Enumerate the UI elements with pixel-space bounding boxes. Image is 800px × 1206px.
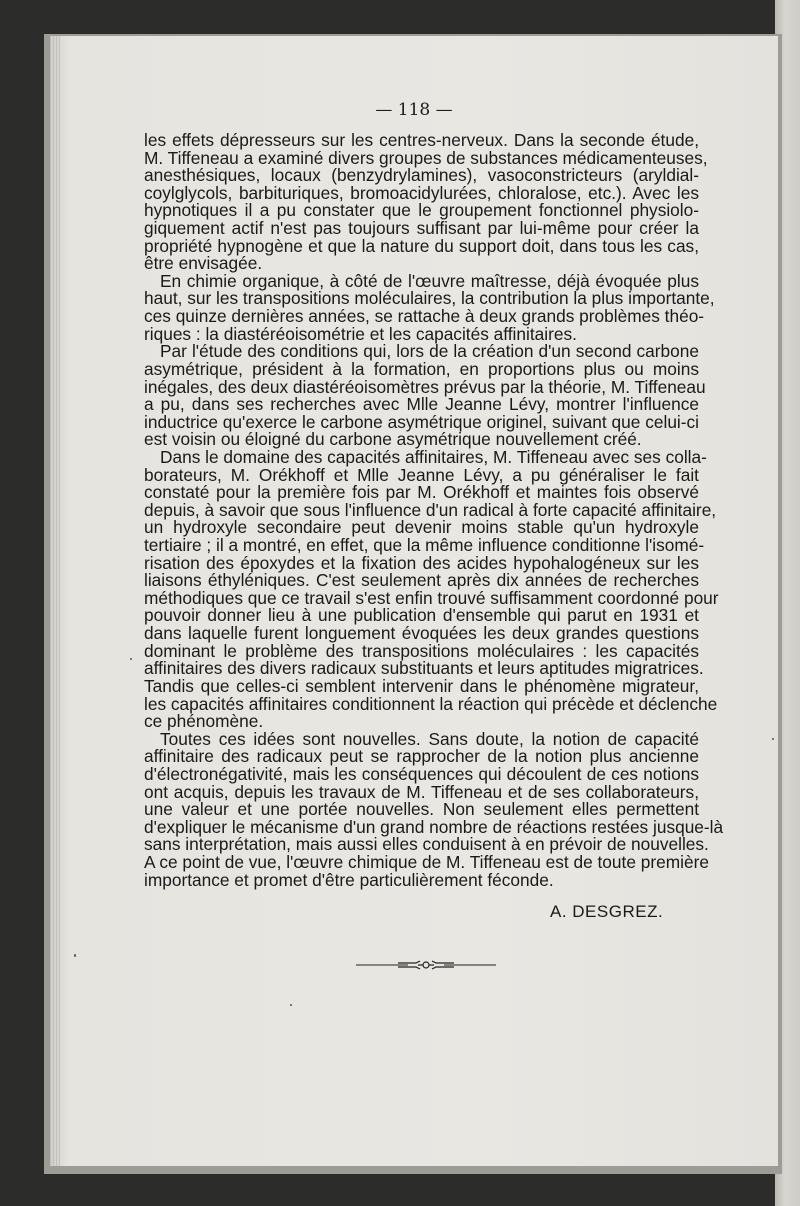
text-line: ont acquis, depuis les travaux de M. Tiffeneau et de ses collaborateurs, xyxy=(144,781,699,802)
body-text xyxy=(144,130,724,890)
text-line: d'électronégativité, mais les conséquences qui découlent de ces notions xyxy=(144,763,699,784)
text-line: les effets dépresseurs sur les centres-nerveux. Dans la seconde étude, xyxy=(144,130,699,150)
text-line: depuis, à savoir que sous l'influence d'un radical à forte capacité affinitaire, xyxy=(144,499,717,520)
text-line: giquement actif n'est pas toujours suffisant par lui-même pour créer la xyxy=(144,218,699,239)
text-line: coylglycols, barbituriques, bromoacidylurées, chloralose, etc.). Avec les xyxy=(144,182,699,203)
text-line: M. Tiffeneau a examiné divers groupes de substances médicamenteuses, xyxy=(144,147,708,168)
text-line: riques : la diastéréoisométrie et les capacités affinitaires. xyxy=(144,323,577,344)
text-line: a pu, dans ses recherches avec Mlle Jeanne Lévy, montrer l'influence xyxy=(144,394,699,415)
ornament-divider xyxy=(354,958,498,972)
text-line: hypnotiques il a pu constater que le groupement fonctionnel physiolo- xyxy=(144,200,699,221)
text-line: Toutes ces idées sont nouvelles. Sans doute, la notion de capacité xyxy=(160,728,699,749)
text-line: risation des époxydes et la fixation des acides hypohalogéneux sur les xyxy=(144,552,699,573)
text-line: importance et promet d'être particulièrement féconde. xyxy=(144,869,554,890)
text-line: Dans le domaine des capacités affinitaires, M. Tiffeneau avec ses colla- xyxy=(160,446,707,467)
page-number: — 118 — xyxy=(375,100,453,120)
text-line: affinitaire des radicaux peut se rapprocher de la notion plus ancienne xyxy=(144,746,699,767)
text-line: Tandis que celles-ci semblent intervenir dans le phénomène migrateur, xyxy=(144,675,699,696)
text-line: asymétrique, président à la formation, en proportions plus ou moins xyxy=(144,358,699,379)
text-line: d'expliquer le mécanisme d'un grand nombre de réactions restées jusque-là xyxy=(144,816,724,837)
text-line: ces quinze dernières années, se rattache à deux grands problèmes théo- xyxy=(144,306,705,327)
text-line: sans interprétation, mais aussi elles conduisent à en prévoir de nouvelles. xyxy=(144,834,709,855)
text-line: borateurs, M. Orékhoff et Mlle Jeanne Lévy, a pu généraliser le fait xyxy=(144,464,699,485)
text-line: être envisagée. xyxy=(144,253,263,274)
text-line: ce phénomène. xyxy=(144,711,264,732)
text-line: un hydroxyle secondaire peut devenir moins stable qu'un hydroxyle xyxy=(144,517,699,538)
text-line: dans laquelle furent longuement évoquées les deux grandes questions xyxy=(144,623,699,644)
text-line: anesthésiques, locaux (benzydrylamines), vasoconstricteurs (aryldial- xyxy=(144,165,699,186)
text-line: tertiaire ; il a montré, en effet, que la même influence conditionne l'isomé- xyxy=(144,535,705,556)
text-line: En chimie organique, à côté de l'œuvre maîtresse, déjà évoquée plus xyxy=(160,270,699,291)
book-page xyxy=(50,36,778,1166)
text-line: affinitaires des divers radicaux substituants et leurs aptitudes migratrices. xyxy=(144,658,704,679)
text-line: inductrice qu'exerce le carbone asymétrique originel, suivant que celui-ci xyxy=(144,411,699,432)
signature: A. DESGREZ. xyxy=(550,902,664,921)
text-line: Par l'étude des conditions qui, lors de la création d'un second carbone xyxy=(160,341,699,362)
text-line: A ce point de vue, l'œuvre chimique de M. Tiffeneau est de toute première xyxy=(144,851,709,872)
page-binding-edge xyxy=(50,36,60,1166)
text-line: pouvoir donner lieu à une publication d'ensemble qui parut en 1931 et xyxy=(144,605,699,626)
text-line: méthodiques que ce travail s'est enfin trouvé suffisamment coordonné pour xyxy=(144,587,719,608)
text-line: les capacités affinitaires conditionnent la réaction qui précède et déclenche xyxy=(144,693,718,714)
text-line: une valeur et une portée nouvelles. Non seulement elles permettent xyxy=(144,799,699,820)
text-line: est voisin ou éloigné du carbone asymétrique nouvellement créé. xyxy=(144,429,642,450)
text-line: haut, sur les transpositions moléculaires, la contribution la plus importante, xyxy=(144,288,715,309)
text-line: propriété hypnogène et que la nature du support doit, dans tous les cas, xyxy=(144,235,699,256)
text-line: inégales, des deux diastéréoisomètres prévus par la théorie, M. Tiffeneau xyxy=(144,376,706,397)
text-line: constaté pour la première fois par M. Orékhoff et maintes fois observé xyxy=(144,482,699,503)
text-line: dominant le problème des transpositions moléculaires : les capacités xyxy=(144,640,699,661)
text-line: liaisons éthyléniques. C'est seulement après dix années de recherches xyxy=(144,570,699,591)
